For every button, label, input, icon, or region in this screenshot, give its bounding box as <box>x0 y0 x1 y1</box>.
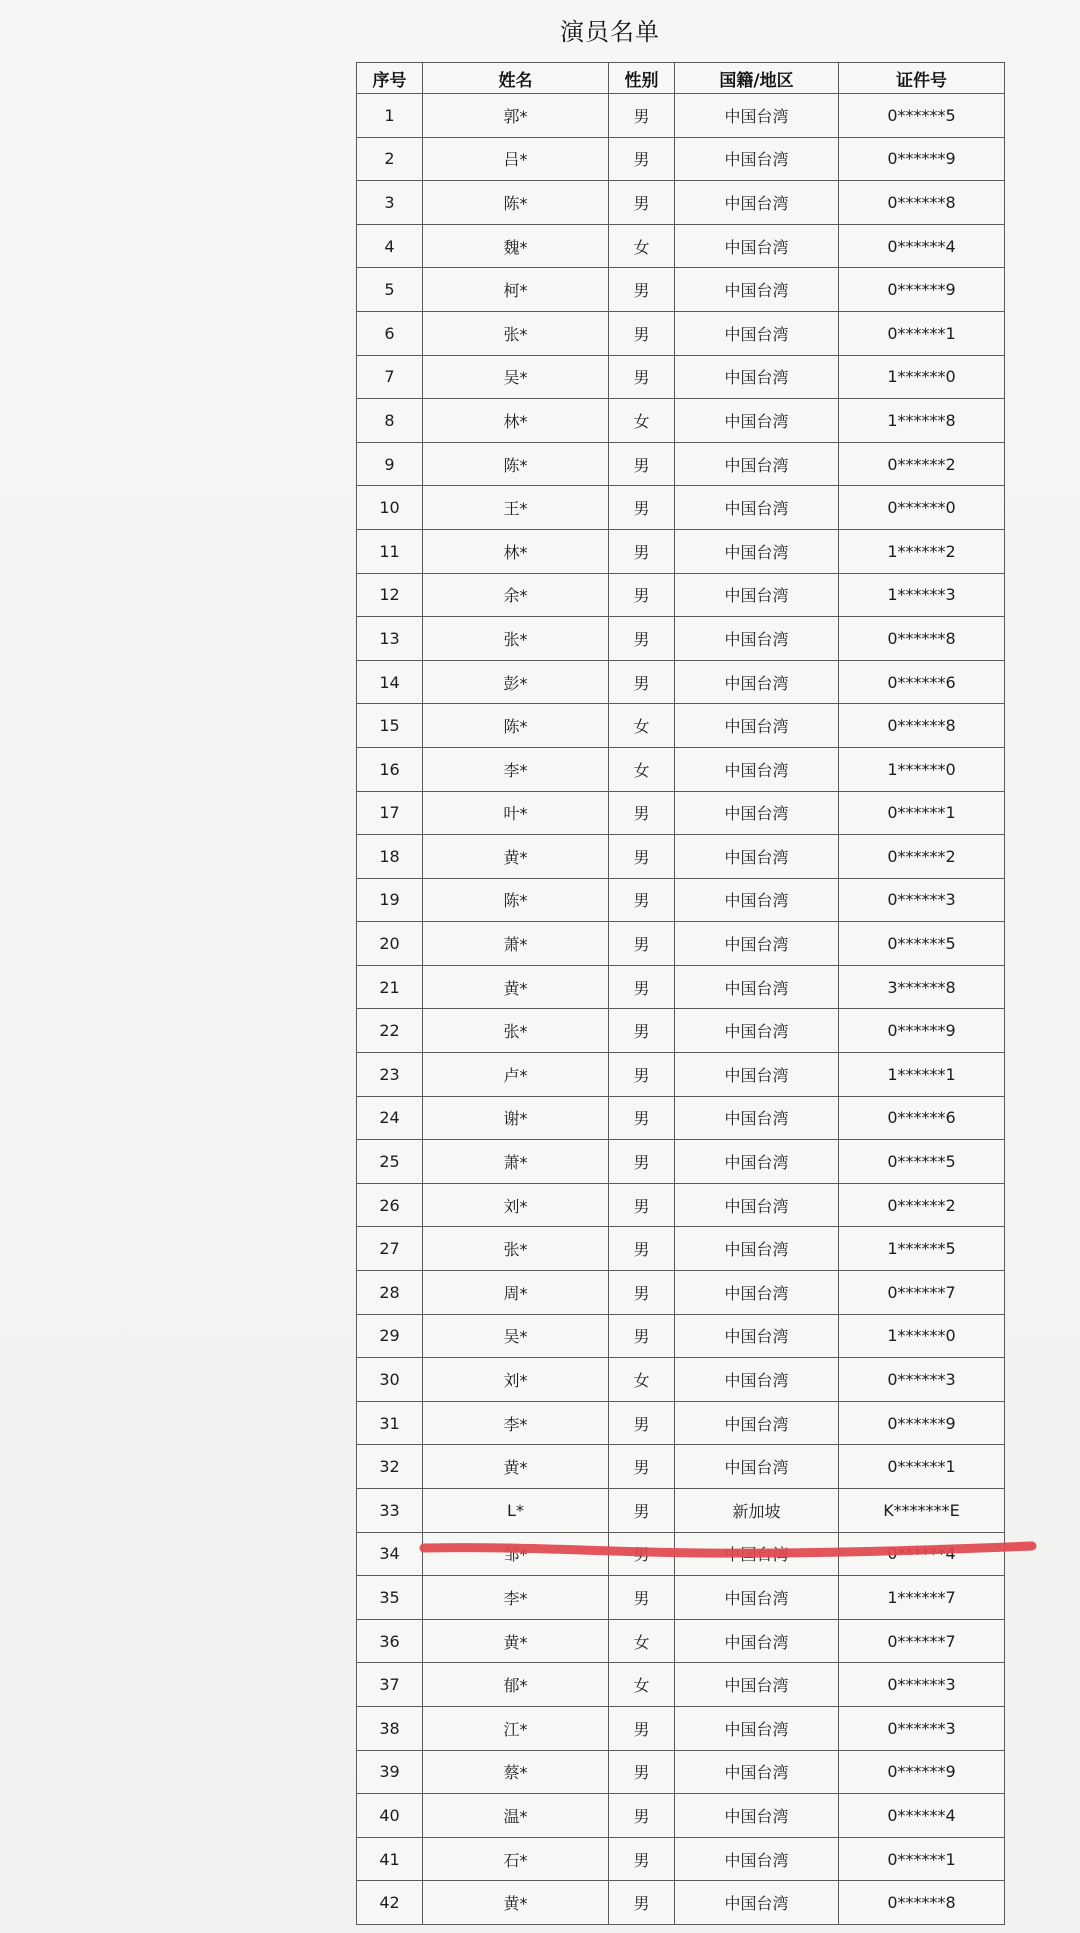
cell-gender: 男 <box>609 268 675 312</box>
cell-serial-no: 24 <box>357 1096 423 1140</box>
cell-name: 张* <box>423 1227 609 1271</box>
cell-nationality-region: 中国台湾 <box>675 1358 839 1402</box>
cell-name: 石* <box>423 1837 609 1881</box>
cell-serial-no: 14 <box>357 660 423 704</box>
cell-id-number: 0******5 <box>839 922 1005 966</box>
table-row <box>357 1706 1005 1750</box>
cell-gender: 男 <box>609 355 675 399</box>
cell-serial-no: 38 <box>357 1706 423 1750</box>
cell-gender: 男 <box>609 1401 675 1445</box>
cell-gender: 男 <box>609 1140 675 1184</box>
cell-serial-no: 19 <box>357 878 423 922</box>
cell-nationality-region: 中国台湾 <box>675 573 839 617</box>
cell-gender: 男 <box>609 1009 675 1053</box>
cell-id-number: 1******2 <box>839 529 1005 573</box>
cell-name: 黄* <box>423 1445 609 1489</box>
cell-id-number: 1******5 <box>839 1227 1005 1271</box>
table-row <box>357 1183 1005 1227</box>
page-title: 演员名单 <box>560 18 660 46</box>
table-row <box>357 1314 1005 1358</box>
table-row <box>357 1837 1005 1881</box>
column-header-name: 姓名 <box>423 63 609 94</box>
cell-id-number: 0******5 <box>839 94 1005 138</box>
cell-id-number: 0******8 <box>839 617 1005 661</box>
cell-gender: 女 <box>609 704 675 748</box>
cell-serial-no: 16 <box>357 747 423 791</box>
cell-nationality-region: 中国台湾 <box>675 835 839 879</box>
cell-nationality-region: 中国台湾 <box>675 1096 839 1140</box>
table-body <box>357 94 1005 1925</box>
cell-id-number: 1******0 <box>839 747 1005 791</box>
cell-nationality-region: 中国台湾 <box>675 1532 839 1576</box>
cell-name: 张* <box>423 311 609 355</box>
cell-serial-no: 36 <box>357 1619 423 1663</box>
cell-name: 魏* <box>423 224 609 268</box>
cell-id-number: 0******4 <box>839 1794 1005 1838</box>
cell-id-number: 0******4 <box>839 1532 1005 1576</box>
cell-gender: 女 <box>609 224 675 268</box>
cell-name: 吴* <box>423 1314 609 1358</box>
cell-nationality-region: 中国台湾 <box>675 1271 839 1315</box>
cell-name: 黄* <box>423 835 609 879</box>
table-row <box>357 137 1005 181</box>
cell-id-number: 0******4 <box>839 224 1005 268</box>
cell-serial-no: 40 <box>357 1794 423 1838</box>
cell-id-number: 0******1 <box>839 1837 1005 1881</box>
cell-nationality-region: 中国台湾 <box>675 224 839 268</box>
cell-serial-no: 32 <box>357 1445 423 1489</box>
cell-name: 余* <box>423 573 609 617</box>
cell-serial-no: 1 <box>357 94 423 138</box>
table-row <box>357 660 1005 704</box>
cell-id-number: 0******3 <box>839 878 1005 922</box>
cell-name: 蔡* <box>423 1750 609 1794</box>
table-row <box>357 355 1005 399</box>
table-row <box>357 224 1005 268</box>
table-row <box>357 1663 1005 1707</box>
cell-gender: 男 <box>609 486 675 530</box>
cell-name: 王* <box>423 486 609 530</box>
table-row <box>357 1489 1005 1533</box>
cell-nationality-region: 中国台湾 <box>675 1053 839 1097</box>
cell-gender: 男 <box>609 1706 675 1750</box>
cell-name: 李* <box>423 1576 609 1620</box>
cell-id-number: 0******9 <box>839 1009 1005 1053</box>
cell-nationality-region: 中国台湾 <box>675 922 839 966</box>
cell-id-number: 1******7 <box>839 1576 1005 1620</box>
cell-id-number: 0******3 <box>839 1663 1005 1707</box>
cell-serial-no: 34 <box>357 1532 423 1576</box>
cell-serial-no: 17 <box>357 791 423 835</box>
cell-id-number: 0******5 <box>839 1140 1005 1184</box>
table-row <box>357 878 1005 922</box>
cell-name: 萧* <box>423 922 609 966</box>
cell-nationality-region: 中国台湾 <box>675 529 839 573</box>
cell-nationality-region: 中国台湾 <box>675 1140 839 1184</box>
cell-serial-no: 37 <box>357 1663 423 1707</box>
table-row <box>357 704 1005 748</box>
table-header-row <box>357 63 1005 94</box>
cell-name: 江* <box>423 1706 609 1750</box>
cell-name: 吴* <box>423 355 609 399</box>
cell-nationality-region: 中国台湾 <box>675 791 839 835</box>
cell-gender: 男 <box>609 1227 675 1271</box>
cell-id-number: 3******8 <box>839 965 1005 1009</box>
cell-id-number: 0******3 <box>839 1358 1005 1402</box>
cell-nationality-region: 中国台湾 <box>675 1881 839 1925</box>
cell-gender: 男 <box>609 1053 675 1097</box>
table-row <box>357 94 1005 138</box>
cell-nationality-region: 中国台湾 <box>675 1706 839 1750</box>
cell-gender: 男 <box>609 922 675 966</box>
cell-gender: 男 <box>609 835 675 879</box>
cell-nationality-region: 中国台湾 <box>675 1401 839 1445</box>
cell-id-number: 0******2 <box>839 442 1005 486</box>
cell-name: 郭* <box>423 94 609 138</box>
cell-gender: 男 <box>609 1445 675 1489</box>
table-row <box>357 922 1005 966</box>
cell-gender: 男 <box>609 1532 675 1576</box>
cell-name: 彭* <box>423 660 609 704</box>
cell-serial-no: 31 <box>357 1401 423 1445</box>
cell-gender: 男 <box>609 1576 675 1620</box>
column-header-gender: 性别 <box>609 63 675 94</box>
cell-gender: 男 <box>609 1489 675 1533</box>
cell-name: 陈* <box>423 181 609 225</box>
table-row <box>357 1140 1005 1184</box>
table-row <box>357 835 1005 879</box>
cell-name: 张* <box>423 617 609 661</box>
cell-name: 邹* <box>423 1532 609 1576</box>
table-row <box>357 1750 1005 1794</box>
cell-nationality-region: 中国台湾 <box>675 1619 839 1663</box>
cell-id-number: 0******8 <box>839 704 1005 748</box>
cell-gender: 男 <box>609 617 675 661</box>
table-row <box>357 1096 1005 1140</box>
cell-serial-no: 30 <box>357 1358 423 1402</box>
cell-nationality-region: 中国台湾 <box>675 355 839 399</box>
cell-nationality-region: 中国台湾 <box>675 878 839 922</box>
cell-id-number: 0******6 <box>839 1096 1005 1140</box>
cell-serial-no: 26 <box>357 1183 423 1227</box>
cell-serial-no: 39 <box>357 1750 423 1794</box>
table-row <box>357 399 1005 443</box>
cell-name: 吕* <box>423 137 609 181</box>
cell-nationality-region: 中国台湾 <box>675 1314 839 1358</box>
cell-name: 黄* <box>423 1619 609 1663</box>
cell-nationality-region: 中国台湾 <box>675 442 839 486</box>
cell-serial-no: 11 <box>357 529 423 573</box>
cell-serial-no: 41 <box>357 1837 423 1881</box>
cell-nationality-region: 中国台湾 <box>675 660 839 704</box>
cell-gender: 男 <box>609 181 675 225</box>
cell-id-number: 0******7 <box>839 1619 1005 1663</box>
table-row <box>357 1053 1005 1097</box>
table-row <box>357 1445 1005 1489</box>
cell-serial-no: 9 <box>357 442 423 486</box>
table-row <box>357 529 1005 573</box>
cell-id-number: 1******1 <box>839 1053 1005 1097</box>
cell-gender: 男 <box>609 1750 675 1794</box>
cell-gender: 女 <box>609 399 675 443</box>
cell-id-number: 0******6 <box>839 660 1005 704</box>
cell-nationality-region: 中国台湾 <box>675 1576 839 1620</box>
cell-name: 林* <box>423 529 609 573</box>
table-row <box>357 1576 1005 1620</box>
cell-name: 李* <box>423 747 609 791</box>
cell-serial-no: 7 <box>357 355 423 399</box>
table-row <box>357 747 1005 791</box>
cell-serial-no: 35 <box>357 1576 423 1620</box>
cell-id-number: 0******9 <box>839 268 1005 312</box>
table-row <box>357 1271 1005 1315</box>
cell-name: 刘* <box>423 1358 609 1402</box>
cell-nationality-region: 中国台湾 <box>675 704 839 748</box>
cell-serial-no: 42 <box>357 1881 423 1925</box>
table-row <box>357 1794 1005 1838</box>
cell-name: 谢* <box>423 1096 609 1140</box>
cell-name: 陈* <box>423 704 609 748</box>
cell-gender: 男 <box>609 442 675 486</box>
cell-gender: 男 <box>609 1183 675 1227</box>
cell-id-number: K*******E <box>839 1489 1005 1533</box>
table-row <box>357 268 1005 312</box>
cell-serial-no: 4 <box>357 224 423 268</box>
table-row <box>357 1227 1005 1271</box>
cell-name: 陈* <box>423 442 609 486</box>
cell-gender: 女 <box>609 1663 675 1707</box>
cell-serial-no: 12 <box>357 573 423 617</box>
table-row <box>357 1401 1005 1445</box>
cell-serial-no: 13 <box>357 617 423 661</box>
table-row <box>357 965 1005 1009</box>
cell-name: 黄* <box>423 965 609 1009</box>
cell-serial-no: 2 <box>357 137 423 181</box>
cell-serial-no: 29 <box>357 1314 423 1358</box>
cell-nationality-region: 中国台湾 <box>675 399 839 443</box>
cell-id-number: 0******1 <box>839 1445 1005 1489</box>
cell-gender: 女 <box>609 1358 675 1402</box>
cell-name: 张* <box>423 1009 609 1053</box>
cell-nationality-region: 中国台湾 <box>675 486 839 530</box>
cell-gender: 男 <box>609 791 675 835</box>
cell-name: 萧* <box>423 1140 609 1184</box>
cell-name: 刘* <box>423 1183 609 1227</box>
cell-gender: 男 <box>609 660 675 704</box>
table-row <box>357 1881 1005 1925</box>
cell-gender: 男 <box>609 965 675 1009</box>
cell-name: 温* <box>423 1794 609 1838</box>
cell-id-number: 0******0 <box>839 486 1005 530</box>
cell-serial-no: 33 <box>357 1489 423 1533</box>
cell-nationality-region: 中国台湾 <box>675 1009 839 1053</box>
table-row <box>357 1619 1005 1663</box>
cell-id-number: 0******9 <box>839 1401 1005 1445</box>
cell-name: 陈* <box>423 878 609 922</box>
cell-nationality-region: 中国台湾 <box>675 1750 839 1794</box>
cell-nationality-region: 中国台湾 <box>675 1837 839 1881</box>
cell-nationality-region: 中国台湾 <box>675 94 839 138</box>
column-header-serial-no: 序号 <box>357 63 423 94</box>
cell-nationality-region: 中国台湾 <box>675 268 839 312</box>
cell-serial-no: 28 <box>357 1271 423 1315</box>
table-row <box>357 1358 1005 1402</box>
cell-serial-no: 15 <box>357 704 423 748</box>
cell-nationality-region: 中国台湾 <box>675 137 839 181</box>
cell-id-number: 1******8 <box>839 399 1005 443</box>
column-header-id-number: 证件号 <box>839 63 1005 94</box>
cell-id-number: 1******0 <box>839 355 1005 399</box>
table-row <box>357 181 1005 225</box>
cell-id-number: 0******8 <box>839 181 1005 225</box>
cell-gender: 男 <box>609 94 675 138</box>
table-row <box>357 311 1005 355</box>
cell-serial-no: 6 <box>357 311 423 355</box>
cell-gender: 女 <box>609 1619 675 1663</box>
cell-name: 黄* <box>423 1881 609 1925</box>
cell-gender: 男 <box>609 1881 675 1925</box>
cell-gender: 男 <box>609 573 675 617</box>
cell-serial-no: 22 <box>357 1009 423 1053</box>
cell-serial-no: 23 <box>357 1053 423 1097</box>
table-row <box>357 1009 1005 1053</box>
cast-roster-table <box>356 62 1005 1925</box>
cell-id-number: 0******2 <box>839 1183 1005 1227</box>
table-row <box>357 442 1005 486</box>
cell-id-number: 0******9 <box>839 137 1005 181</box>
cell-name: 郁* <box>423 1663 609 1707</box>
table-row <box>357 1532 1005 1576</box>
cell-nationality-region: 中国台湾 <box>675 181 839 225</box>
cell-serial-no: 3 <box>357 181 423 225</box>
cell-gender: 男 <box>609 1271 675 1315</box>
cell-nationality-region: 中国台湾 <box>675 617 839 661</box>
cell-gender: 男 <box>609 1794 675 1838</box>
cell-gender: 男 <box>609 1096 675 1140</box>
cell-nationality-region: 中国台湾 <box>675 311 839 355</box>
cell-id-number: 0******3 <box>839 1706 1005 1750</box>
cell-serial-no: 25 <box>357 1140 423 1184</box>
cell-serial-no: 8 <box>357 399 423 443</box>
cell-id-number: 0******1 <box>839 311 1005 355</box>
cell-id-number: 1******3 <box>839 573 1005 617</box>
cell-serial-no: 21 <box>357 965 423 1009</box>
cell-nationality-region: 中国台湾 <box>675 1183 839 1227</box>
column-header-nationality-region: 国籍/地区 <box>675 63 839 94</box>
table-row <box>357 573 1005 617</box>
cell-gender: 男 <box>609 1837 675 1881</box>
cell-id-number: 0******7 <box>839 1271 1005 1315</box>
cell-gender: 男 <box>609 137 675 181</box>
cell-gender: 男 <box>609 878 675 922</box>
cell-name: L* <box>423 1489 609 1533</box>
cell-serial-no: 18 <box>357 835 423 879</box>
cell-id-number: 0******2 <box>839 835 1005 879</box>
cell-serial-no: 27 <box>357 1227 423 1271</box>
cell-nationality-region: 中国台湾 <box>675 1794 839 1838</box>
cell-serial-no: 20 <box>357 922 423 966</box>
cell-name: 周* <box>423 1271 609 1315</box>
cell-gender: 男 <box>609 529 675 573</box>
cell-nationality-region: 新加坡 <box>675 1489 839 1533</box>
cell-serial-no: 5 <box>357 268 423 312</box>
cell-name: 柯* <box>423 268 609 312</box>
cell-name: 林* <box>423 399 609 443</box>
cell-serial-no: 10 <box>357 486 423 530</box>
cell-nationality-region: 中国台湾 <box>675 1227 839 1271</box>
table-row <box>357 617 1005 661</box>
cell-name: 叶* <box>423 791 609 835</box>
cell-gender: 女 <box>609 747 675 791</box>
cell-nationality-region: 中国台湾 <box>675 747 839 791</box>
cell-name: 卢* <box>423 1053 609 1097</box>
cell-id-number: 0******9 <box>839 1750 1005 1794</box>
cell-nationality-region: 中国台湾 <box>675 965 839 1009</box>
cell-id-number: 0******8 <box>839 1881 1005 1925</box>
table-row <box>357 486 1005 530</box>
cell-gender: 男 <box>609 1314 675 1358</box>
table-row <box>357 791 1005 835</box>
cell-gender: 男 <box>609 311 675 355</box>
cell-name: 李* <box>423 1401 609 1445</box>
cell-nationality-region: 中国台湾 <box>675 1445 839 1489</box>
cell-id-number: 0******1 <box>839 791 1005 835</box>
cell-nationality-region: 中国台湾 <box>675 1663 839 1707</box>
cell-id-number: 1******0 <box>839 1314 1005 1358</box>
